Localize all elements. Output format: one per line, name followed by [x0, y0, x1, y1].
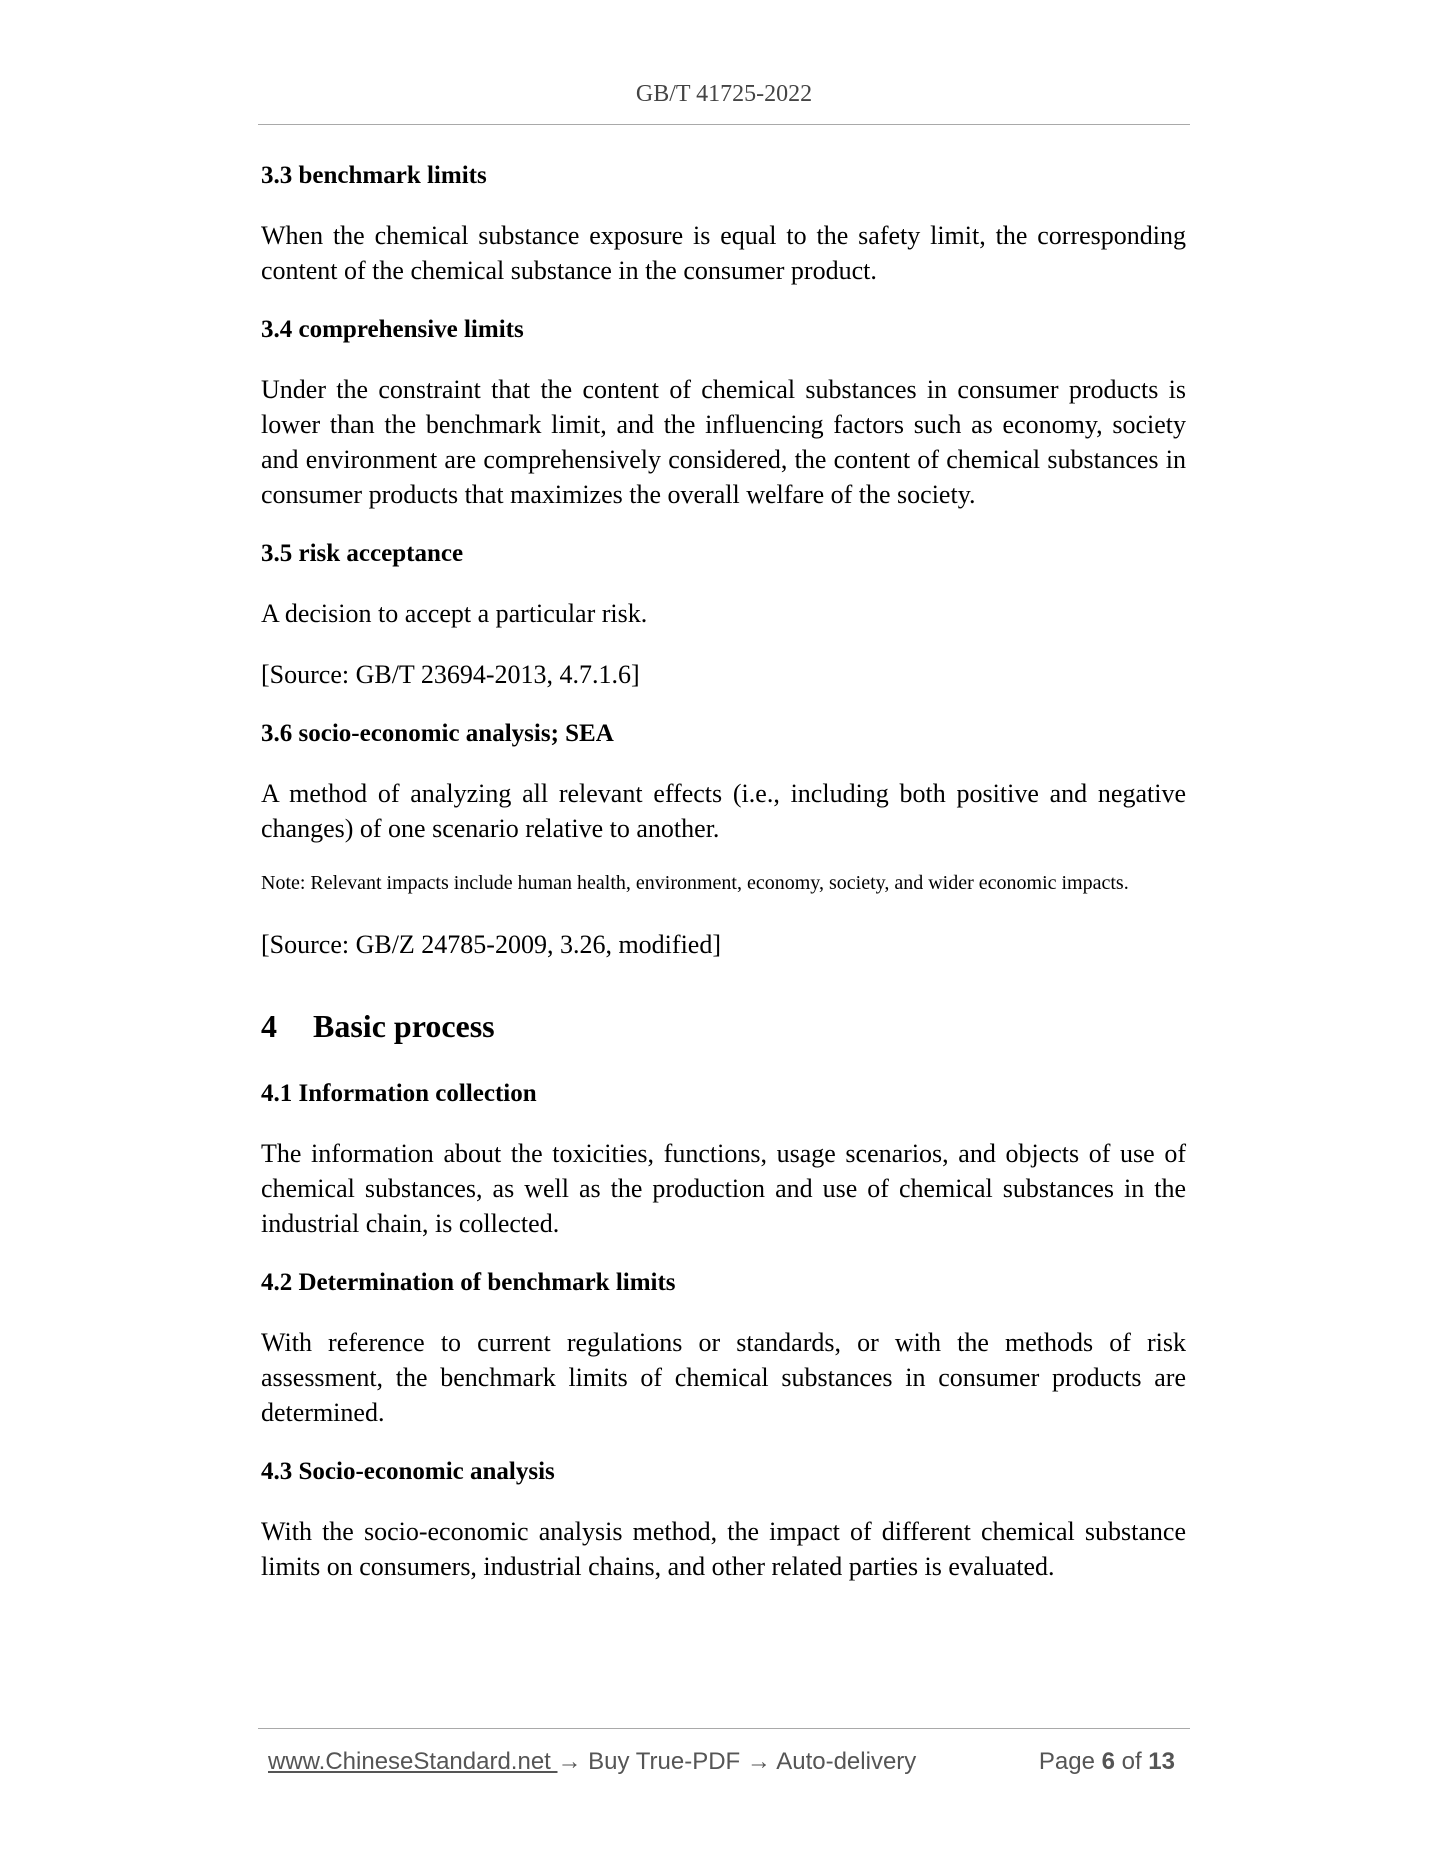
section-4-3-heading: 4.3 Socio-economic analysis — [261, 1458, 555, 1485]
section-3-6-body: A method of analyzing all relevant effects (i.e., including both positive and negative changes) of one scenario relative to another. — [261, 779, 1186, 843]
section-4-3-body: With the socio-economic analysis method, the impact of different chemical substance limits on consumers, industrial chains, and other related parties is evaluated. — [261, 1517, 1186, 1581]
section-4-1-body: The information about the toxicities, functions, usage scenarios, and objects of use of chemical substances, as well as the production and use of chemical substances in the industrial chain, is collected. — [261, 1139, 1186, 1238]
document-body — [261, 160, 1186, 1610]
footer-promo — [268, 1746, 916, 1778]
buy-true-pdf-text: Buy True-PDF — [581, 1748, 747, 1775]
section-4-2-body: With reference to current regulations or standards, or with the methods of risk assessment, the benchmark limits of chemical substances in consumer products are determined. — [261, 1328, 1186, 1427]
page-current: 6 — [1101, 1748, 1115, 1775]
auto-delivery-text: Auto-delivery — [770, 1748, 917, 1775]
page-total: 13 — [1148, 1748, 1175, 1775]
section-3-4-heading: 3.4 comprehensive limits — [261, 316, 524, 343]
section-3-6-heading: 3.6 socio-economic analysis; SEA — [261, 720, 614, 747]
section-3-6-note: Note: Relevant impacts include human health, environment, economy, society, and wider economic impacts. — [261, 872, 1129, 894]
section-4-1-heading: 4.1 Information collection — [261, 1080, 537, 1107]
header-divider — [258, 124, 1190, 125]
page-header-title: GB/T 41725-2022 — [635, 81, 813, 107]
section-4-2-heading: 4.2 Determination of benchmark limits — [261, 1269, 676, 1296]
chapter-title: Basic process — [313, 1008, 495, 1044]
website-link[interactable]: www.ChineseStandard.net — [268, 1748, 558, 1775]
page-footer — [268, 1746, 1183, 1778]
footer-divider — [258, 1728, 1190, 1729]
arrow-right-icon: → — [746, 1748, 771, 1775]
section-3-5-body: A decision to accept a particular risk. — [261, 599, 648, 628]
section-3-3-heading: 3.3 benchmark limits — [261, 162, 487, 189]
section-3-4-body: Under the constraint that the content of chemical substances in consumer products is lower than the benchmark limit, and the influencing factors such as economy, society and environment are comprehensively considered, the content of chemical substances in consumer products that maximizes the overall welfare of the society. — [261, 375, 1186, 509]
section-3-5-source: [Source: GB/T 23694-2013, 4.7.1.6] — [261, 660, 640, 689]
chapter-4-heading — [261, 1006, 1186, 1046]
page-number — [1039, 1746, 1175, 1778]
section-3-6-source: [Source: GB/Z 24785-2009, 3.26, modified] — [261, 930, 721, 959]
arrow-right-icon: → — [557, 1748, 582, 1775]
page-of-label: of — [1114, 1748, 1149, 1775]
section-3-3-body: When the chemical substance exposure is equal to the safety limit, the corresponding content of the chemical substance in the consumer product. — [261, 221, 1186, 285]
chapter-number: 4 — [261, 1008, 277, 1044]
section-3-5-heading: 3.5 risk acceptance — [261, 540, 464, 567]
page-label: Page — [1038, 1748, 1102, 1775]
